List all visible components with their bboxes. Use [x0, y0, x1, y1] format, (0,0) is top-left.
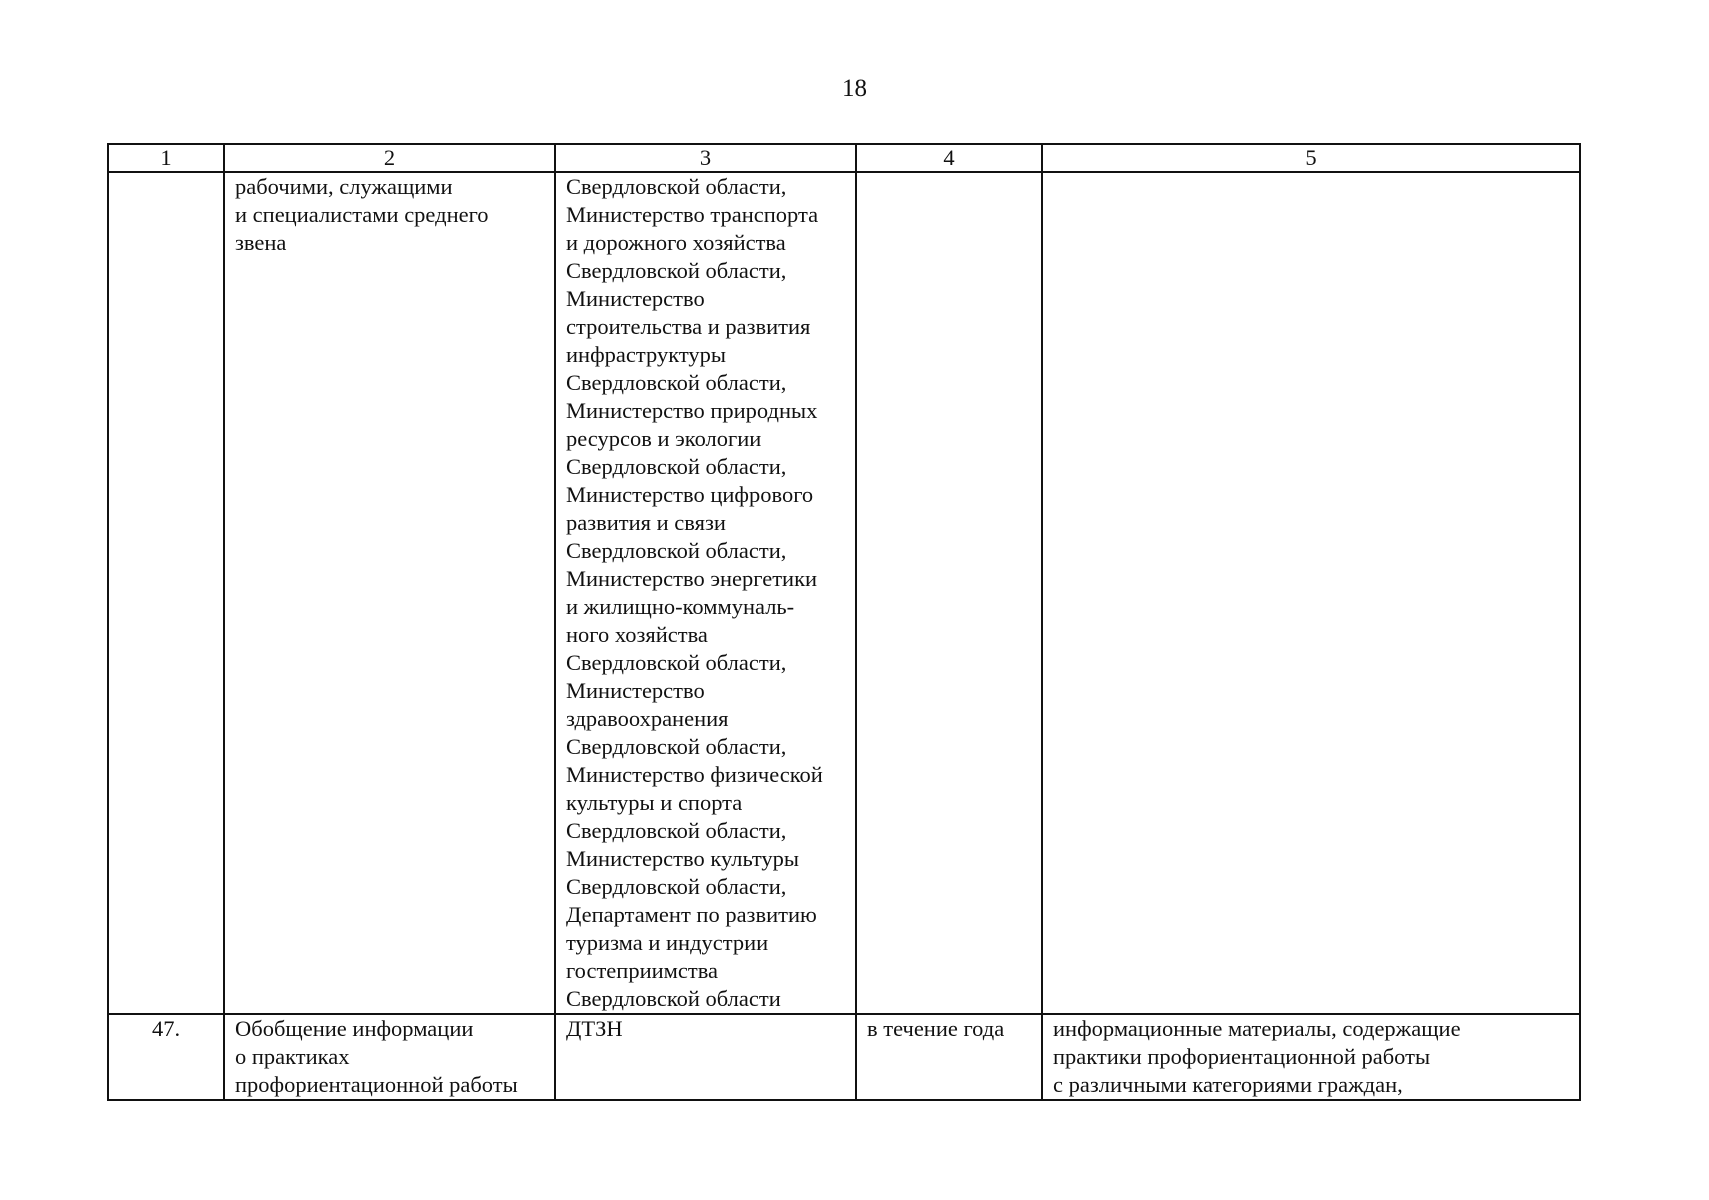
cell-text-line: информационные материалы, содержащие — [1053, 1016, 1461, 1041]
result-cell — [1042, 1014, 1580, 1100]
cell-text-line: Свердловской области, — [566, 538, 787, 563]
header-col-5: 5 — [1042, 144, 1580, 172]
cell-text-line: Свердловской области, — [566, 258, 787, 283]
header-col-3: 3 — [555, 144, 856, 172]
responsible-cell — [555, 172, 856, 1014]
cell-text-line: Свердловской области, — [566, 174, 787, 199]
table-row — [108, 172, 1580, 1014]
cell-text-line: Свердловской области, — [566, 818, 787, 843]
cell-text-line: Свердловской области, — [566, 370, 787, 395]
cell-text-line: и специалистами среднего — [235, 202, 489, 227]
header-col-4: 4 — [856, 144, 1042, 172]
cell-text-line: Министерство цифрового — [566, 482, 814, 507]
cell-text-line: Министерство энергетики — [566, 566, 818, 591]
row-number-cell — [108, 172, 224, 1014]
result-cell — [1042, 172, 1580, 1014]
cell-text-line: Министерство — [566, 286, 705, 311]
header-row — [108, 144, 1580, 172]
cell-text-line: Министерство культуры — [566, 846, 800, 871]
page-number: 18 — [842, 75, 867, 102]
header-col-1: 1 — [108, 144, 224, 172]
deadline-cell — [856, 172, 1042, 1014]
table-row — [108, 1014, 1580, 1100]
cell-text-line: ресурсов и экологии — [566, 426, 762, 451]
document-table — [107, 143, 1581, 1101]
cell-text-line: строительства и развития — [566, 314, 811, 339]
cell-text-line: гостеприимства — [566, 958, 719, 983]
cell-text-line: Свердловской области, — [566, 454, 787, 479]
cell-text-line: Министерство природных — [566, 398, 818, 423]
cell-text-line: Министерство физической — [566, 762, 823, 787]
cell-text-line: в течение года — [867, 1016, 1005, 1041]
cell-text-line: Министерство — [566, 678, 705, 703]
cell-text-line: профориентационной работы — [235, 1072, 518, 1097]
header-col-2: 2 — [224, 144, 555, 172]
cell-text-line: Обобщение информации — [235, 1016, 474, 1041]
cell-text-line: Департамент по развитию — [566, 902, 817, 927]
cell-text-line: ного хозяйства — [566, 622, 708, 647]
row-number-cell: 47. — [108, 1014, 224, 1100]
cell-text-line: культуры и спорта — [566, 790, 743, 815]
cell-text-line: практики профориентационной работы — [1053, 1044, 1431, 1069]
cell-text-line: ДТЗН — [566, 1016, 623, 1041]
cell-text-line: Свердловской области, — [566, 734, 787, 759]
cell-text-line: инфраструктуры — [566, 342, 726, 367]
cell-text-line: здравоохранения — [566, 706, 729, 731]
activity-cell — [224, 172, 555, 1014]
cell-text-line: и дорожного хозяйства — [566, 230, 786, 255]
cell-text-line: с различными категориями граждан, — [1053, 1072, 1403, 1097]
cell-text-line: звена — [235, 230, 287, 255]
cell-text-line: о практиках — [235, 1044, 350, 1069]
responsible-cell — [555, 1014, 856, 1100]
cell-text-line: Свердловской области, — [566, 650, 787, 675]
activity-cell — [224, 1014, 555, 1100]
cell-text-line: Свердловской области, — [566, 874, 787, 899]
cell-text-line: развития и связи — [566, 510, 726, 535]
deadline-cell — [856, 1014, 1042, 1100]
cell-text-line: Министерство транспорта — [566, 202, 819, 227]
cell-text-line: и жилищно-коммуналь- — [566, 594, 795, 619]
cell-text-line: туризма и индустрии — [566, 930, 769, 955]
cell-text-line: Свердловской области — [566, 986, 781, 1011]
cell-text-line: рабочими, служащими — [235, 174, 453, 199]
